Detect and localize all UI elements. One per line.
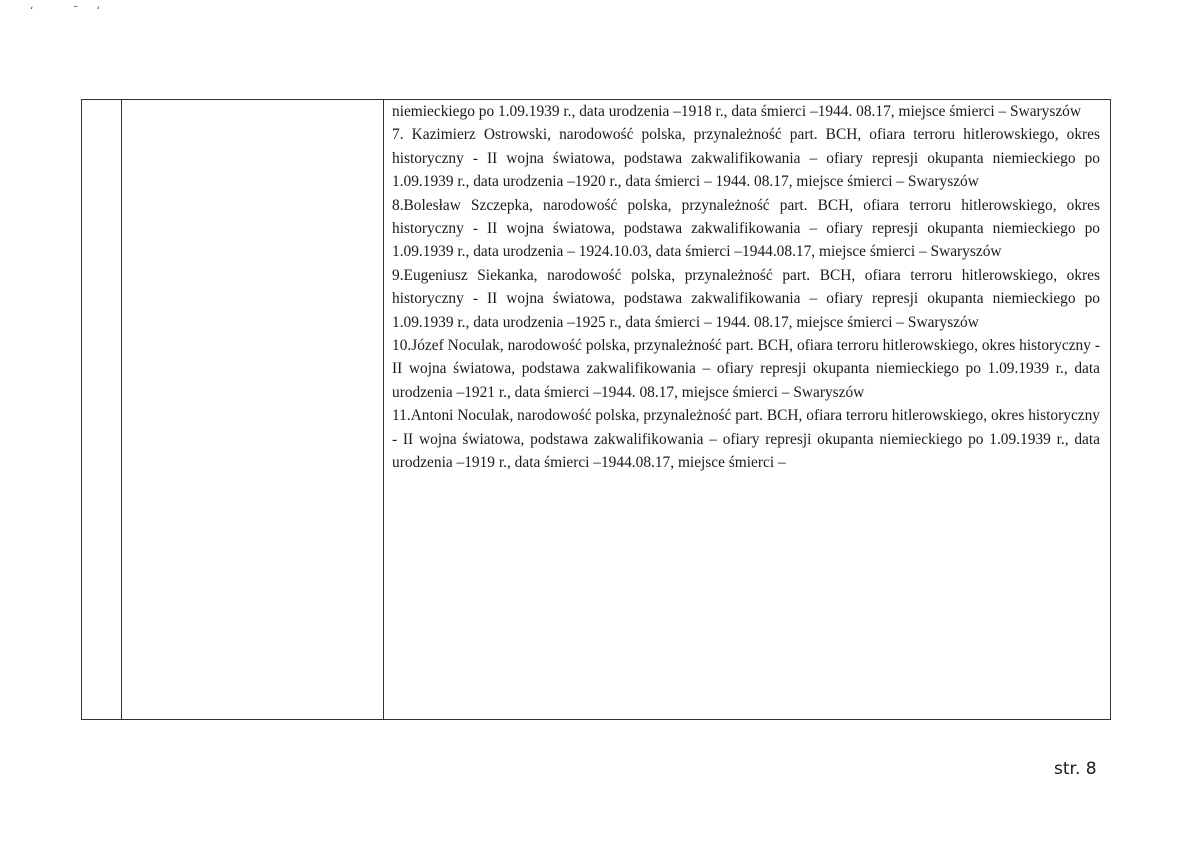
page-number: str. 8 bbox=[1054, 759, 1097, 779]
entry-9: 9.Eugeniusz Siekanka, narodowość polska, przynależność part. BCH, ofiara terroru hitlerowskiego, okres historyczny - II wojna światowa, podstawa zakwalifikowania – ofiary represji okupanta niemieckiego po 1.09.1939 r., data urodzenia –1925 r., data śmierci – 1944. 08.17, miejsce śmierci – Swaryszów bbox=[392, 266, 1100, 331]
document-table bbox=[81, 99, 1111, 720]
entry-10: 10.Józef Noculak, narodowość polska, przynależność part. BCH, ofiara terroru hitlerowskiego, okres historyczny - II wojna światowa, podstawa zakwalifikowania – ofiary represji okupanta niemieckiego po 1.09.1939 r., data urodzenia –1921 r., data śmierci –1944. 08.17, miejsce śmierci – Swaryszów bbox=[392, 337, 1100, 401]
table-column-number bbox=[82, 100, 122, 719]
entry-8: 8.Bolesław Szczepka, narodowość polska, przynależność part. BCH, ofiara terroru hitlerowskiego, okres historyczny - II wojna światowa, podstawa zakwalifikowania – ofiary represji okupanta niemieckiego po 1.09.1939 r., data urodzenia – 1924.10.03, data śmierci –1944.08.17, miejsce śmierci – Swaryszów bbox=[392, 196, 1100, 261]
table-column-description bbox=[384, 100, 1110, 719]
entry-11: 11.Antoni Noculak, narodowość polska, przynależność part. BCH, ofiara terroru hitlerowskiego, okres historyczny - II wojna światowa, podstawa zakwalifikowania – ofiary represji okupanta niemieckiego po 1.09.1939 r., data urodzenia –1919 r., data śmierci –1944.08.17, miejsce śmierci – bbox=[392, 407, 1100, 472]
entry-7: 7. Kazimierz Ostrowski, narodowość polska, przynależność part. BCH, ofiara terroru hitlerowskiego, okres historyczny - II wojna światowa, podstawa zakwalifikowania – ofiary represji okupanta niemieckiego po 1.09.1939 r., data urodzenia –1920 r., data śmierci – 1944. 08.17, miejsce śmierci – Swaryszów bbox=[392, 126, 1100, 191]
table-column-location bbox=[122, 100, 384, 719]
scan-mark: ʻ ˉʻ bbox=[30, 4, 118, 17]
entry-continuation: niemieckiego po 1.09.1939 r., data urodzenia –1918 r., data śmierci –1944. 08.17, miejsce śmierci – Swaryszów bbox=[392, 103, 1081, 120]
